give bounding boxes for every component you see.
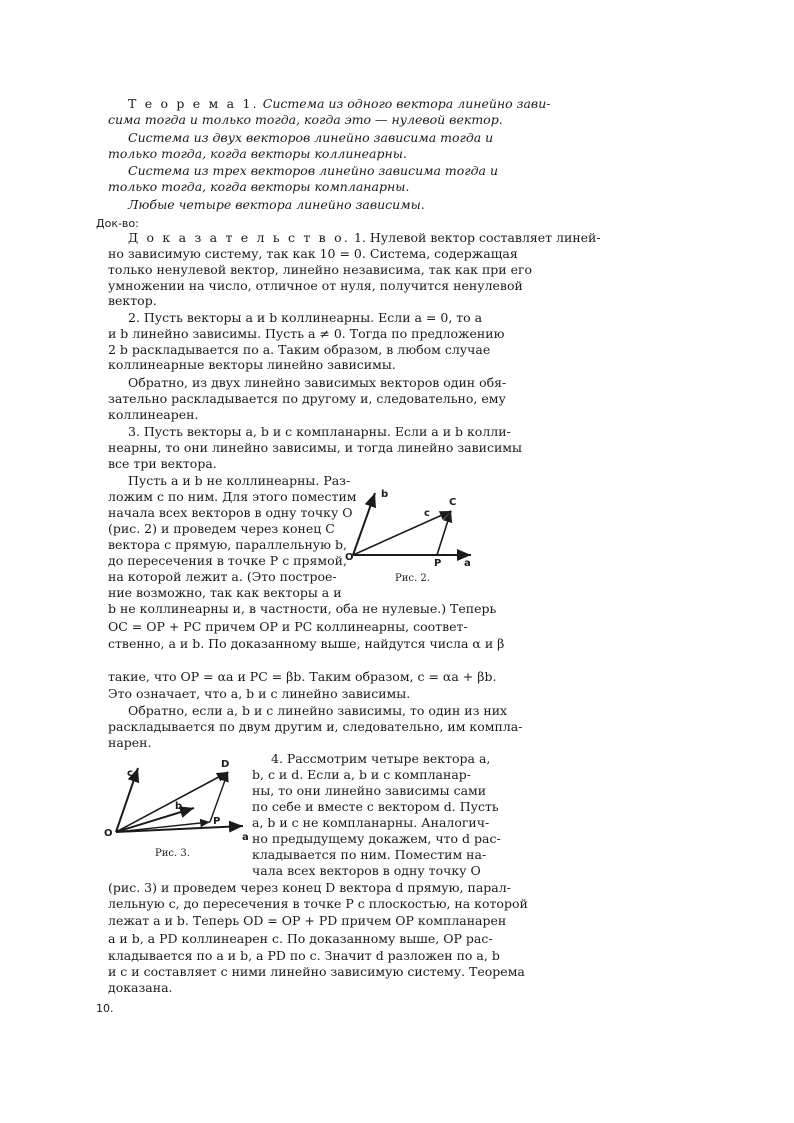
fig3-label-a: a — [242, 832, 249, 843]
proof-line-33: b, c и d. Если a, b и c компланар- — [252, 767, 471, 782]
fig2-label-c: c — [424, 508, 430, 519]
proof-line-11: зательно раскладывается по другому и, следовательно, ему — [108, 391, 506, 406]
fig3-caption: Рис. 3. — [155, 848, 190, 859]
proof-line-38: кладывается по ним. Поместим на- — [252, 847, 487, 862]
proof-line-12: коллинеарен. — [108, 407, 199, 422]
fig3-label-P: P — [213, 816, 221, 827]
fig3-label-D: D — [221, 759, 230, 770]
fig3-label-b: b — [175, 801, 183, 812]
proof-note: Док-во: — [96, 217, 139, 230]
proof-line-7: и b линейно зависимы. Пусть a ≠ 0. Тогда по предложению — [108, 326, 505, 341]
proof-line-30: раскладывается по двум другим и, следовательно, им компла- — [108, 719, 523, 734]
proof-line-25: OC = OP + PC причем OP и PC коллинеарны, соответ- — [108, 619, 468, 634]
proof-line-9: коллинеарные векторы линейно зависимы. — [108, 357, 396, 372]
theorem-line-7: Любые четыре вектора линейно зависимы. — [128, 197, 425, 212]
proof-line-39: чала всех векторов в одну точку O — [252, 863, 481, 878]
proof-line-19: (рис. 2) и проведем через конец C — [108, 521, 335, 536]
proof-line-13: 3. Пусть векторы a, b и c компланарны. Если a и b колли- — [128, 424, 511, 439]
proof-line-44: кладывается по a и b, а PD по c. Значит d разложен по a, b — [108, 948, 500, 963]
fig2-label-a: a — [464, 558, 471, 569]
proof-line-17: ложим c по ним. Для этого поместим — [108, 489, 357, 504]
proof-line-22: на которой лежит a. (Это построе- — [108, 569, 337, 584]
proof-line-10: Обратно, из двух линейно зависимых векторов один обя- — [128, 375, 507, 390]
proof-line-36: a, b и c не компланарны. Аналогич- — [252, 815, 490, 830]
theorem-line-6: только тогда, когда векторы компланарны. — [108, 179, 410, 194]
fig3-label-O: O — [104, 828, 113, 839]
theorem-line-5: Система из трех векторов линейно зависима тогда и — [128, 163, 499, 178]
proof-line-41: лельную c, до пересечения в точке P с плоскостью, на которой — [108, 896, 528, 911]
proof-line-14: неарны, то они линейно зависимы, и тогда линейно зависимы — [108, 440, 522, 455]
proof-line-24: b не коллинеарны и, в частности, оба не нулевые.) Теперь — [108, 601, 497, 616]
fig3-label-c: c — [127, 768, 133, 779]
theorem-line-3: Система из двух векторов линейно зависима тогда и — [128, 130, 494, 145]
proof-line-43: a и b, а PD коллинеарен c. По доказанному выше, OP рас- — [108, 931, 493, 946]
proof-line-16: Пусть a и b не коллинеарны. Раз- — [128, 473, 351, 488]
theorem-line-1: Т е о р е м а 1. Система из одного вектора линейно зави- — [128, 96, 551, 111]
proof-line-3: только ненулевой вектор, линейно независима, так как при его — [108, 262, 533, 277]
proof-line-6: 2. Пусть векторы a и b коллинеарны. Если a = 0, то a — [128, 310, 483, 325]
proof-line-31: нарен. — [108, 735, 152, 750]
proof-line-32: 4. Рассмотрим четыре вектора a, — [271, 751, 491, 766]
vector-c-line — [353, 511, 451, 555]
fig2-label-P: P — [434, 558, 442, 569]
fig2-label-b: b — [381, 489, 389, 500]
proof-label: Д о к а з а т е л ь с т в о. — [128, 230, 350, 245]
proof-line-5: вектор. — [108, 293, 157, 308]
proof-line-34: ны, то они линейно зависимы сами — [252, 783, 487, 798]
theorem-line-4: только тогда, когда векторы коллинеарны. — [108, 146, 407, 161]
proof-line-42: лежат a и b. Теперь OD = OP + PD причем OP компланарен — [108, 913, 507, 928]
proof-line-8: 2 b раскладывается по a. Таким образом, в любом случае — [108, 342, 491, 357]
proof-line-37: но предыдущему докажем, что d рас- — [252, 831, 501, 846]
proof-line-28: Это означает, что a, b и c линейно зависимы. — [108, 686, 411, 701]
fig2-label-O: O — [345, 552, 354, 563]
proof-line-1: Д о к а з а т е л ь с т в о. 1. Нулевой вектор составляет линей- — [128, 230, 601, 245]
proof-line-27: такие, что OP = αa и PC = βb. Таким образом, c = αa + βb. — [108, 669, 497, 684]
proof-line-40: (рис. 3) и проведем через конец D вектора d прямую, парал- — [108, 880, 511, 895]
proof-line-21: до пересечения в точке P с прямой, — [108, 553, 347, 568]
proof-line-45: и c и составляет с ними линейно зависимую систему. Теорема — [108, 964, 525, 979]
fig2-label-C: C — [449, 497, 457, 508]
proof-line-26: ственно, a и b. По доказанному выше, найдутся числа α и β — [108, 636, 505, 651]
fig2-caption: Рис. 2. — [395, 573, 430, 584]
proof-line-2: но зависимую систему, так как 10 = 0. Система, содержащая — [108, 246, 518, 261]
theorem-label: Т е о р е м а 1. — [128, 96, 259, 111]
proof-line-35: по себе и вместе с вектором d. Пусть — [252, 799, 499, 814]
proof-line-15: все три вектора. — [108, 456, 217, 471]
page-number: 10. — [96, 1002, 114, 1015]
vector-b-line — [353, 493, 375, 555]
proof-line-18: начала всех векторов в одну точку O — [108, 505, 353, 520]
proof-line-23: ние возможно, так как векторы a и — [108, 585, 342, 600]
vector-pc-line — [437, 511, 451, 555]
theorem-line-2: сима тогда и только тогда, когда это — нулевой вектор. — [108, 112, 503, 127]
proof-line-4: умножении на число, отличное от нуля, получится ненулевой — [108, 278, 523, 293]
proof-line-20: вектора c прямую, параллельную b, — [108, 537, 347, 552]
proof-line-29: Обратно, если a, b и c линейно зависимы, то один из них — [128, 703, 508, 718]
proof-line-46: доказана. — [108, 980, 173, 995]
